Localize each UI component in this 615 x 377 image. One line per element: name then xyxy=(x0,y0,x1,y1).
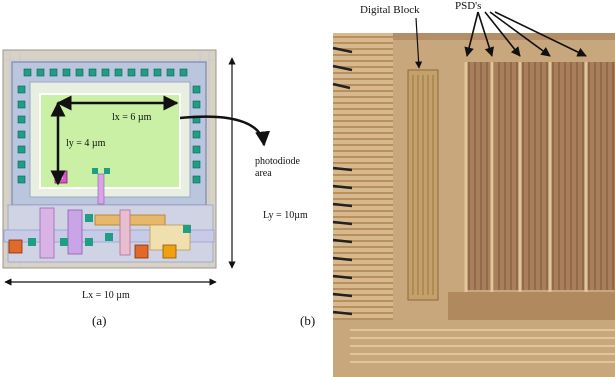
lx-label: lx = 6 µm xyxy=(112,112,152,123)
digital-block-label: Digital Block xyxy=(360,4,420,16)
pad-ring-bottom xyxy=(333,320,615,377)
Ly-label: Ly = 10µm xyxy=(263,210,308,221)
photodiode-label-line2: area xyxy=(255,168,272,179)
caption-a: (a) xyxy=(92,313,107,328)
panel-a-layout xyxy=(3,50,308,328)
psd-array xyxy=(465,62,615,290)
panel-b-micrograph xyxy=(300,0,615,377)
Lx-label: Lx = 10 µm xyxy=(82,290,130,301)
photodiode-label-line1: photodiode xyxy=(255,156,300,167)
ly-label: ly = 4 µm xyxy=(66,138,106,149)
caption-b: (b) xyxy=(300,313,316,328)
psd-label: PSD's xyxy=(455,0,482,12)
psd-readout-strip xyxy=(448,292,615,320)
